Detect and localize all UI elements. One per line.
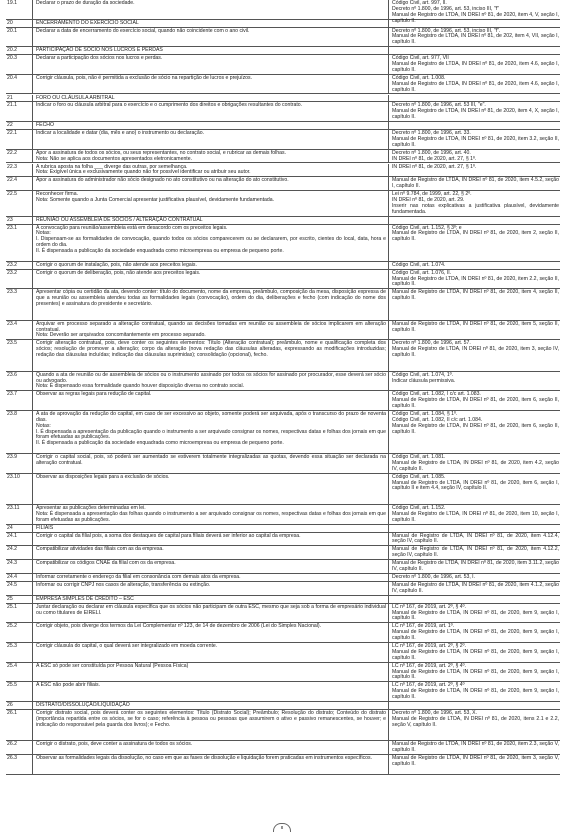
item-number-cell [6,454,32,473]
legal-basis-cell [388,340,560,370]
legal-basis-cell [388,289,560,319]
legal-basis-cell [388,574,560,581]
item-number-cell [6,340,32,370]
requirement-text: EMPRESA SIMPLES DE CRÉDITO – ESC [36,595,134,602]
item-number-cell [6,321,32,340]
requirement-text: Compatibilizar atividades das filiais com as da empresa. [36,546,164,553]
item-number: 20 [7,19,13,26]
table-row [6,454,560,474]
table-row [6,75,560,95]
requirement-text: Informar ou corrigir CNPJ nos casos de alteração, transferência ou extinção. [36,582,211,588]
requirement-text: Corrigir o quorum de deliberação, pois, não atende aos preceitos legais. [36,269,201,276]
item-number-cell [6,682,32,701]
item-number: 26.1 [7,709,18,716]
requirement-text: Apresentar cópia ou certidão da ata, devendo conter: título do documento, nome da empresa, preâmbulo, composição da mesa, disposição expressa de que a reunião ou assembleia atendeu todas as formalidades legais (convocação), ordem do dia, deliberações e fecho (com indicação do nome dos presentes) e assinatura do presidente e secretário. [36,289,386,308]
table-row [6,682,560,702]
requirement-text: A rubrica aposta na folha ___ diverge das outras, por semelhança. Nota: Exigível única e exclusivamente quando não for possível identificar ou atribuir seu autor. [36,163,251,176]
legal-basis: Manual de Registro de LTDA, IN DREI nº 81, de 2020, item 4.12.4, seção IV, capítulo II. [392,532,559,545]
table-row [6,574,560,582]
requirement-text-cell [32,560,388,573]
legal-basis-cell [388,55,560,74]
requirement-text: Corrigir alteração contratual, pois, deve conter os seguintes elementos: Título (Alteração contratual); preâmbulo, nome e qualificação completa dos sócios; resolução de promover a alteração; corpo da alteração (nova redação das cláusulas alteradas, expressando as modificações introduzidas; redação das cláusulas incluídas; indicação das cláusulas suprimidas); consolidação (opcional), fecho. [36,340,386,359]
legal-basis-cell [388,321,560,340]
requirement-text-cell [32,411,388,453]
requirement-text: Declarar a data de encerramento do exercício social, quando não coincidente com o ano civil. [36,27,250,34]
table-row [6,411,560,454]
requirement-text-cell [32,270,388,289]
legal-basis-cell [388,164,560,177]
item-number-cell [6,702,32,709]
item-number-cell [6,391,32,410]
legal-basis-cell [388,643,560,662]
table-row [6,560,560,574]
legal-basis-cell [388,623,560,642]
item-number: 20.4 [7,74,18,81]
legal-basis-cell [388,454,560,473]
item-number-cell [6,533,32,546]
requirement-text: FORO OU CLÁUSULA ARBITRAL [36,94,115,101]
section-header-row [6,217,560,225]
requirement-text-cell [32,28,388,47]
item-number: 25.1 [7,603,18,610]
requirement-text-cell [32,755,388,774]
item-number: 24 [7,524,13,531]
legal-basis: Decreto nº 1.800, de 1996, art. 53, inciso III, "f". Manual de Registro de LTDA, IN DREI nº 81, de 202, item 4, VII, seção I, capítulo II. [392,27,559,46]
item-number-cell [6,122,32,129]
requirement-text-cell [32,95,388,102]
item-number: 22.2 [7,149,18,156]
requirement-text-cell [32,391,388,410]
requirement-text-cell [32,474,388,504]
legal-basis: Manual de Registro de LTDA, IN DREI nº 81, de 2020, item 4.1.2, seção IV, capítulo II. [392,582,559,594]
item-number: 22.1 [7,130,18,137]
legal-basis: Código Civil, art. 1.084, § 1º. Código Civil, art. 1.082, II c/c art. 1.084. Manual de Registro de LTDA, IN DREI nº 81, de 2020, item 6, seção II, capítulo II. [392,411,559,435]
table-row [6,372,560,392]
item-number: 23.9 [7,454,18,461]
requirement-text-cell [32,702,388,709]
item-number: 24.3 [7,560,18,567]
legal-basis-cell [388,741,560,754]
requirement-text-cell [32,596,388,603]
item-number-cell [6,55,32,74]
requirement-text-cell [32,741,388,754]
requirement-text-cell [32,454,388,473]
table-row [6,225,560,262]
requirement-text: Quando a ata de reunião ou de assembleia de sócios ou o instrumento assinado por todos os sócios for assinado por procurador, esse deverá ser sócio ou advogado. Nota: É dispensado essa formalidade quando houver disposição diversa no contrato social. [36,371,386,390]
legal-basis: LC nº 167, de 2019, art. 2º, § 4º. Manual de Registro de LTDA, IN DREI nº 81, de 2020, item 9, seção I, capítulo II. [392,662,559,681]
item-number: 23.7 [7,391,18,398]
legal-basis-cell [388,596,560,603]
table-row [6,270,560,290]
requirement-text-cell [32,546,388,559]
legal-basis-cell [388,582,560,595]
legal-basis: LC nº 167, de 2019, art. 2º, § 2º. Manual de Registro de LTDA, IN DREI nº 81, de 2020, item 9, seção I, capítulo II. [392,643,559,661]
legal-basis: Manual de Registro de LTDA, IN DREI nº 81, de 2020, item 3.11.2, seção IV, capítulo II. [392,560,559,573]
legal-basis-cell [388,525,560,532]
legal-basis: LC nº 167, de 2019, art. 1º. Manual de Registro de LTDA, IN DREI nº 81, de 2020, item 9, seção I, capítulo II. [392,623,559,642]
requirement-text-cell [32,225,388,261]
requirement-text: Corrigir cláusula, pois, não é permitida a exclusão de sócio na repartição de lucros e prejuízos. [36,74,253,81]
item-number-cell [6,177,32,190]
item-number: 24.2 [7,546,18,553]
table-row [6,546,560,560]
requirement-text-cell [32,217,388,224]
legal-basis-cell [388,0,560,24]
item-number: 23 [7,216,13,223]
section-header-row [6,20,560,28]
legal-basis-cell [388,546,560,559]
requirement-text-cell [32,55,388,74]
table-row [6,663,560,683]
item-number-cell [6,0,32,19]
requirement-text-cell [32,525,388,532]
item-number: 26.3 [7,755,18,762]
requirement-text-cell [32,340,388,370]
requirement-text: ENCERRAMENTO DO EXERCÍCIO SOCIAL [36,19,139,26]
legal-basis: Manual de Registro de LTDA, IN DREI nº 81, de 2020, item 4.5.2, seção I, capítulo II. [392,177,559,190]
legal-basis: Código Civil, art. 1.085. Manual de Registro de LTDA, IN DREI nº 81, de 2020, item 6, seção I, capítulo II e item 4.4, seção IV, capítulo II. [392,473,559,492]
legal-basis: Decreto nº 1.800, de 1996, art. 53 III, "e". Manual de Registro de LTDA, IN DREI nº 81, de 2020, item 4, X, seção I, capítulo II. [392,102,559,121]
item-number-cell [6,102,32,121]
item-number-cell [6,95,32,102]
requirement-text: A ESC só pode ser constituída por Pessoa Natural (Pessoa Física) [36,662,189,669]
item-number-cell [6,20,32,27]
item-number: 24.4 [7,574,18,581]
requirement-text: Reconhecer firma. Nota: Somente quando a Junta Comercial apresentar justificativa plausível, devidamente fundamentada. [36,191,275,203]
item-number-cell [6,411,32,453]
section-header-row [6,596,560,604]
item-number-cell [6,270,32,289]
requirement-text-cell [32,130,388,149]
legal-basis: Manual de Registro de LTDA, IN DREI nº 81, de 2020, item 4, seção II, capítulo II. [392,289,559,302]
legal-basis: Decreto nº 1.800, de 1996, art. 57. Manual de Registro de LTDA, IN DREI nº 81, de 2020, item 3, seção IV, capítulo II. [392,340,559,359]
item-number: 25.5 [7,682,18,689]
item-number-cell [6,217,32,224]
item-number-cell [6,560,32,573]
legal-basis-cell [388,191,560,216]
item-number: 25 [7,595,13,602]
requirement-text-cell [32,623,388,642]
item-number: 23.4 [7,320,18,327]
item-number: 25.2 [7,623,18,630]
legal-basis: Manual de Registro de LTDA, IN DREI nº 81, de 2020, item 2.3, seção V, capítulo II. [392,741,559,754]
item-number: 22.5 [7,191,18,198]
item-number: 22 [7,122,13,129]
legal-basis: Código Civil, art. 1.074, 1º. Indicar cláusula permissiva. [392,371,456,384]
table-row [6,262,560,270]
legal-basis: Decreto nº 1.800, de 1996, art. 33. Manual de Registro de LTDA, IN DREI nº 81, de 2020, item 3.2, seção II, capítulo II. [392,130,559,148]
item-number: 24.1 [7,532,18,539]
section-header-row [6,95,560,103]
requirement-text-cell [32,191,388,216]
requirement-text: Apor a assinatura do administrador não sócio designado no ato constitutivo ou na alteração do ato constitutivo. [36,177,289,184]
requirement-text-cell [32,0,388,19]
requirement-text-cell [32,20,388,27]
requirement-text: Apor a assinatura de todos os sócios, ou seus representantes, no contrato social, e rubricar as demais folhas. Nota: Não se aplica aos documentos apresentados eletronicamente. [36,149,287,162]
legal-basis: Código Civil, art. 1.008. Manual de Registro de LTDA, IN DREI nº 81, de 2020, item 4.6, seção I, capítulo II. [392,74,559,93]
legal-basis-cell [388,533,560,546]
requirement-text-cell [32,262,388,269]
legal-basis-cell [388,682,560,701]
requirement-text-cell [32,321,388,340]
legal-basis-cell [388,663,560,682]
table-row [6,321,560,341]
section-header-row [6,122,560,130]
requirement-text-cell [32,574,388,581]
legal-basis-cell [388,262,560,269]
legal-basis-cell [388,755,560,774]
requirement-text: FECHO [36,122,54,129]
legal-basis: Código Civil, art. 1.082, I c/c art. 1.083. Manual de Registro de LTDA, IN DREI nº 81, de 2020, item 6, seção II, capítulo II. [392,391,559,410]
table-row [6,755,560,775]
table-row [6,505,560,525]
item-number: 23.8 [7,411,18,417]
item-number: 23.10 [7,473,20,480]
legal-basis: Manual de Registro de LTDA, IN DREI nº 81, de 2020, item 4.12.2, seção IV, capítulo II. [392,546,559,559]
legal-basis-cell [388,177,560,190]
legal-basis-cell [388,75,560,94]
table-row [6,710,560,741]
legal-basis: Código Civil, art. 1.076, II. Manual de Registro de LTDA, IN DREI nº 81, de 2020, item 2.2, seção II, capítulo II. [392,269,559,288]
table-row [6,130,560,150]
table-row [6,474,560,505]
item-number-cell [6,755,32,774]
item-number-cell [6,150,32,163]
requirement-text: Corrigir distrato social, pois deverá conter os seguintes elementos: Título (Distrato Social); Preâmbulo; Resolução do distrato; Conteúdo do distrato (importância repartida entre os sócios, se for o caso; referência à pessoa ou pessoas que assumirem o ativo e passivo remanescentes, se houver; e indicação do responsável pela guarda dos livros); e Fecho. [36,709,386,728]
requirement-text-cell [32,710,388,740]
legal-basis: Manual de Registro de LTDA, IN DREI nº 81, de 2020, item 5, seção II, capítulo II. [392,320,559,333]
legal-basis-cell [388,604,560,623]
item-number-cell [6,47,32,54]
requirement-text: Indicar o foro ou cláusula arbitral para o exercício e o cumprimento dos direitos e obrigações resultantes do contrato. [36,102,303,109]
requirement-text: A ata de aprovação da redução do capital, em caso de ser excessivo ao objeto, somente poderá ser arquivada, após o transcurso do prazo de noventa dias. Notas: I. É dispensada a apresentação da publicação quando o instrumento a ser arquivado consignar os nomes, respectivas datas e folhas dos jornais em que foram efetuadas as publicações. II. É dispensada a publicação da sociedade enquadrada como microempresa ou empresa de pequeno porte. [36,411,386,447]
requirement-text-cell [32,533,388,546]
item-number-cell [6,130,32,149]
item-number: 20.2 [7,47,18,54]
legal-basis-cell [388,560,560,573]
table-row [6,177,560,191]
item-number-cell [6,28,32,47]
legal-basis: Código Civil, art. 1.152, § 3º; e Manual de Registro de LTDA, IN DREI nº 81, de 2020, item 2, seção II, capítulo II. [392,224,559,243]
item-number-cell [6,191,32,216]
requirement-text-cell [32,102,388,121]
legal-basis-cell [388,130,560,149]
legal-basis-cell [388,372,560,391]
legal-basis-cell [388,391,560,410]
section-header-row [6,525,560,533]
table-row [6,582,560,596]
requirement-text: REUNIÃO OU ASSEMBLEIA DE SÓCIOS / ALTERAÇÃO CONTRATUAL [36,216,203,223]
requirement-text: Corrigir o capital da filial pois, a soma dos destaques de capital para filiais deverá ser inferior ao capital da empresa. [36,532,301,539]
item-number-cell [6,574,32,581]
item-number-cell [6,623,32,642]
legal-basis-cell [388,95,560,102]
legal-basis: LC nº 167, de 2019, art. 2º, § 4º Manual de Registro de LTDA, IN DREI nº 81, de 2020, item 9, seção I, capítulo II. [392,682,559,701]
legal-basis-cell [388,702,560,709]
item-number: 21.1 [7,102,18,109]
legal-basis: Código Civil, art. 977, VII Manual de Registro de LTDA, IN DREI nº 81, de 2020, item 4.6, seção I, capítulo II. [392,55,559,73]
item-number-cell [6,643,32,662]
item-number: 24.5 [7,582,18,588]
requirement-text: Corrigir o capital social, pois, só poderá ser aumentado se estiverem totalmente integralizadas as quotas, devendo essa situação ser declarada na alteração contratual. [36,454,386,466]
requirement-text: A convocação para reunião/assembleia está em desacordo com os preceitos legais. Notas: I. Dispensam-se as formalidades de convocação, quando todos os sócios comparecerem ou se declararem, por escrito, cientes do local, data, hora e ordem do dia. II. É dispensada a publicação da sociedade enquadrada como microempresa ou empresa de pequeno porte. [36,224,386,254]
item-number: 20.3 [7,55,18,62]
item-number: 23.5 [7,340,18,347]
legal-basis-cell [388,217,560,224]
legal-basis-cell [388,28,560,47]
requirement-text: DISTRATO/DISSOLUÇÃO/LIQUIDAÇÃO [36,702,130,708]
requirement-text-cell [32,177,388,190]
requirement-text: Corrigir o distrato, pois, deve conter a assinatura de todos os sócios. [36,741,193,748]
item-number-cell [6,75,32,94]
legal-basis-cell [388,20,560,27]
requirement-text: Declarar a participação dos sócios nos lucros e perdas. [36,55,163,62]
table-row [6,391,560,411]
table-row [6,191,560,217]
item-number: 23.1 [7,224,18,231]
legal-basis-cell [388,122,560,129]
item-number: 25.3 [7,643,18,650]
legal-basis: Código Civil, art. 997, II. Decreto nº 1.800, de 1996, art. 53, inciso III, "f" Manual de Registro de LTDA, IN DREI nº 81, de 2020, item 4, V, seção I, capítulo II. [392,0,559,24]
item-number-cell [6,596,32,603]
table-row [6,623,560,643]
section-header-row [6,702,560,710]
item-number-cell [6,663,32,682]
requirement-text-cell [32,682,388,701]
requirement-text: Corrigir o quorum de instalação, pois, não atende aos preceitos legais. [36,261,197,268]
legal-basis-cell [388,270,560,289]
table-row [6,164,560,178]
table-row [6,643,560,663]
item-number-cell [6,225,32,261]
item-number: 23.2 [7,261,18,268]
requirement-text-cell [32,372,388,391]
legal-basis: Código Civil, art. 1.152. Manual de Registro de LTDA, IN DREI nº 81, de 2020, item 10, seção I, capítulo II. [392,505,559,523]
requirement-text-cell [32,663,388,682]
requirement-text: Compatibilizar os códigos CNAE da filial com os da empresa. [36,560,176,567]
table-row [6,28,560,48]
item-number-cell [6,289,32,319]
legal-basis: Decreto nº 1.800, de 1996, art. 40. IN DREI nº 81, de 2020, art. 27, § 1º. [392,149,477,162]
item-number-cell [6,582,32,595]
item-number: 25.4 [7,662,18,669]
requirement-text-cell [32,75,388,94]
table-row [6,102,560,122]
item-number: 26.2 [7,741,18,748]
requirement-text-cell [32,505,388,524]
requirement-text: PARTICIPAÇÃO DE SÓCIO NOS LUCROS E PERDAS [36,47,163,54]
legal-basis: Lei nº 9.784, de 1999, art. 22, § 2º. IN DREI nº 81, de 2020, art. 29. Inserir nas notas explicativas a justificativa plausível, devidamente fundamentada. [392,191,559,215]
requirement-text: Juntar declaração ou declarar em cláusula específica que os sócios não participam de outra ESC, mesmo que seja sob a forma de empresário individual ou como titulares de EIRELI. [36,603,386,616]
section-header-row [6,47,560,55]
legal-basis-cell [388,102,560,121]
item-number: 26 [7,702,13,708]
requirement-text-cell [32,150,388,163]
legal-basis-cell [388,710,560,740]
table-row [6,741,560,755]
item-number-cell [6,262,32,269]
item-number-cell [6,372,32,391]
table-row [6,289,560,320]
requirement-text: Observar as formalidades legais da dissolução, no caso em que as fases de dissolução e liquidação forem praticadas em instrumentos específicos. [36,755,373,762]
legal-basis-cell [388,225,560,261]
item-number: 22.4 [7,177,18,184]
checklist-table [6,0,560,822]
page-number: 8 [273,823,291,832]
requirement-text: Declarar o prazo de duração da sociedade. [36,0,135,6]
item-number: 19.1 [7,0,18,6]
legal-basis-cell [388,150,560,163]
item-number-cell [6,710,32,740]
table-row [6,150,560,164]
requirement-text: Arquivar em processo separado a alteração contratual, quando as decisões tomadas em reunião ou assembleia de sócios implicarem em alteração contratual. Nota: Deverão ser arquivados concomitantemente em processo separado. [36,320,386,339]
item-number-cell [6,741,32,754]
legal-basis: Manual de Registro de LTDA, IN DREI nº 81, de 2020, item 3, seção V, capítulo II. [392,755,559,767]
legal-basis: Decreto nº 1.800, de 1996, art. 53, I. [392,574,476,581]
requirement-text: Indicar a localidade e datar (dia, mês e ano) o instrumento ou declaração. [36,130,205,137]
item-number: 23.2 [7,269,18,276]
legal-basis: LC nº 167, de 2019, art. 2º, § 4º. Manual de Registro de LTDA, IN DREI nº 81, de 2020, item 9, seção I, capítulo II. [392,603,559,622]
item-number-cell [6,474,32,504]
requirement-text: Corrigir cláusula do capital, o qual deverá ser integralizado em moeda corrente. [36,643,218,650]
legal-basis-cell [388,505,560,524]
requirement-text-cell [32,604,388,623]
item-number: 21 [7,94,13,101]
requirement-text: A ESC não pode abrir filiais. [36,682,101,689]
requirement-text-cell [32,122,388,129]
requirement-text: Observar as disposições legais para a exclusão de sócios. [36,473,170,480]
table-row [6,55,560,75]
item-number-cell [6,525,32,532]
table-row [6,604,560,624]
legal-basis: IN DREI nº 81, de 2020, art. 27, § 1º. [392,163,477,170]
item-number: 23.3 [7,289,18,296]
legal-basis: Decreto nº 1.800, de 1996, art. 53, X. Manual de Registro de LTDA, IN DREI nº 81, de 2020, itens 2.1 e 2.2, seção V, capítulo II. [392,709,559,728]
requirement-text: Apresentar as publicações determinadas em lei. Nota: É dispensada a apresentação das folhas quando o instrumento a ser arquivado consignar os nomes, respectivas datas e folhas dos jornais em que foram efetuadas as publicações. [36,505,386,523]
table-row [6,340,560,371]
requirement-text-cell [32,164,388,177]
item-number-cell [6,604,32,623]
requirement-text: Observar as regras legais para redução de capital. [36,391,152,398]
item-number-cell [6,164,32,177]
item-number-cell [6,505,32,524]
legal-basis-cell [388,411,560,453]
requirement-text-cell [32,289,388,319]
item-number: 23.6 [7,371,18,378]
requirement-text-cell [32,582,388,595]
legal-basis-cell [388,474,560,504]
requirement-text: Corrigir objeto, pois diverge dos termos da Lei Complementar nº 123, de 14 de dezembro de 2006 (Lei do Simples Nacional). [36,623,322,630]
item-number: 23.11 [7,505,20,512]
legal-basis: Código Civil, art. 1.081. Manual de Registro de LTDA, IN DREI nº 81, de 2020, item 4.2, seção IV, capítulo II. [392,454,559,472]
requirement-text-cell [32,643,388,662]
requirement-text: FILIAIS [36,524,54,531]
table-row [6,533,560,547]
item-number: 20.1 [7,27,18,34]
requirement-text: Informar corretamente o endereço da filial em consonância com demais atos da empresa. [36,574,241,581]
requirement-text-cell [32,47,388,54]
legal-basis: Código Civil, art. 1.074. [392,261,446,268]
item-number-cell [6,546,32,559]
legal-basis-cell [388,47,560,54]
item-number: 22.3 [7,163,18,170]
